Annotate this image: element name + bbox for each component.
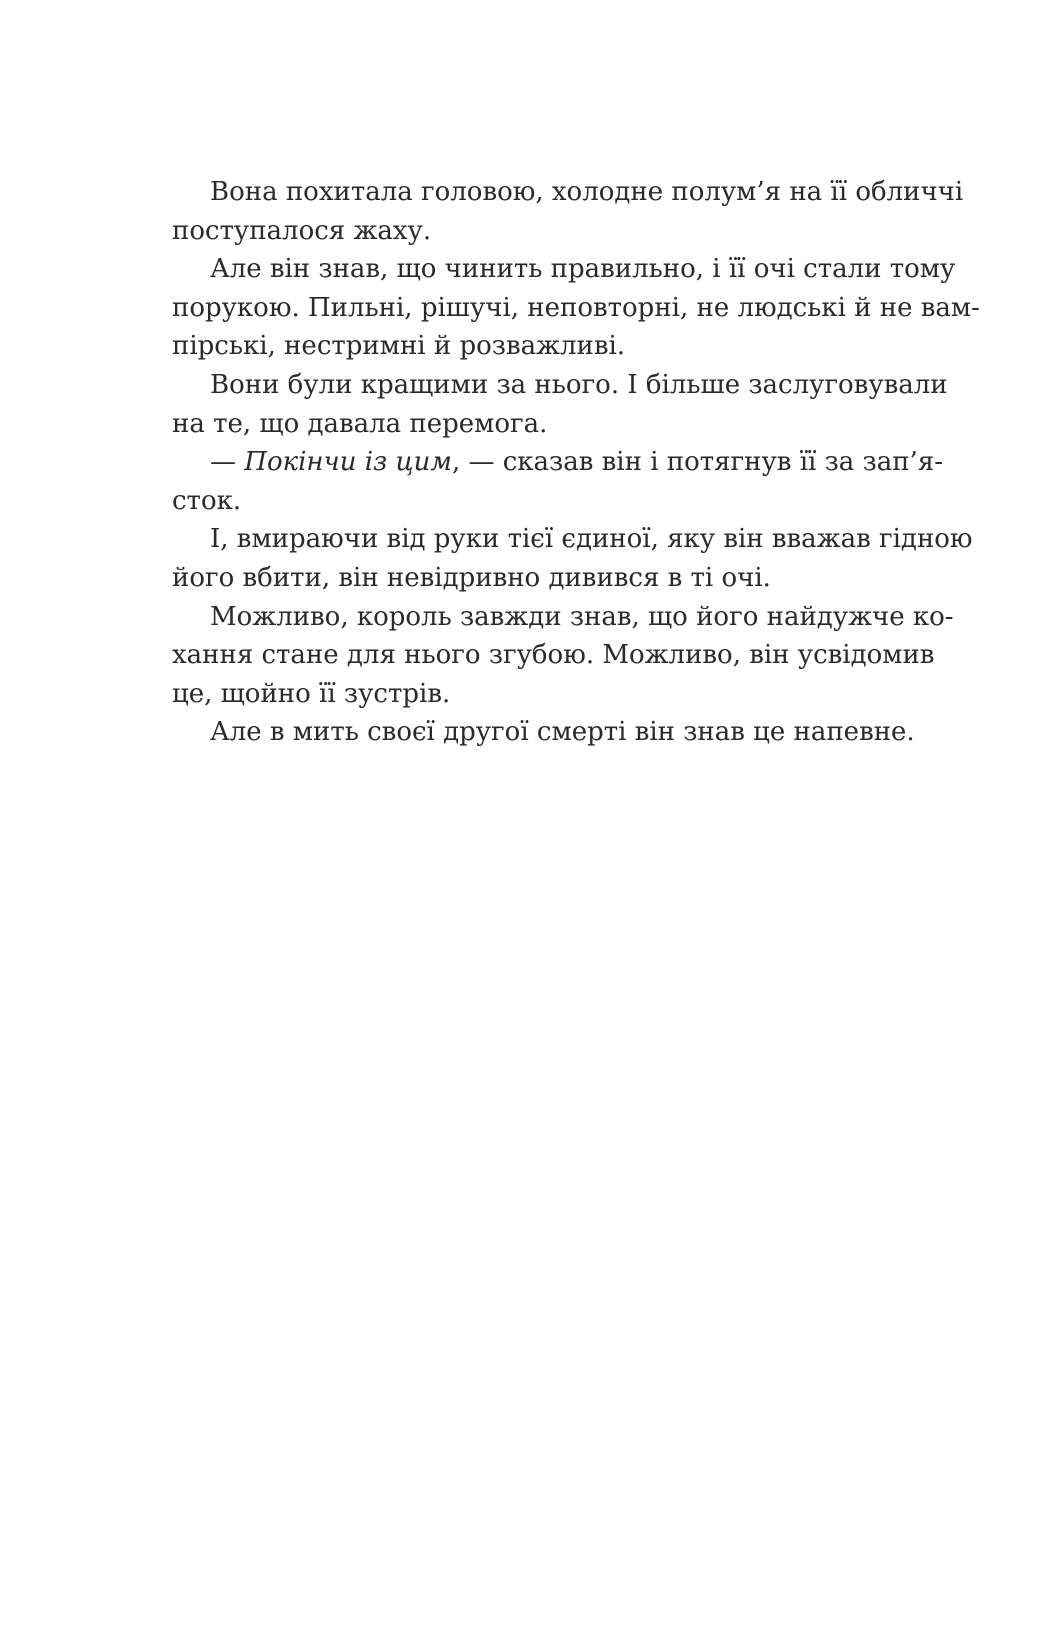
- text-line: хання стане для нього згубою. Можливо, він усвідомив: [172, 640, 935, 671]
- paragraph-2: [172, 250, 980, 366]
- text-line: сток.: [172, 485, 242, 516]
- text-line: поступалося жаху.: [172, 215, 432, 246]
- text-line: Вона похитала головою, холодне полум’я на її обличчі: [210, 177, 964, 207]
- paragraph-6: [172, 598, 954, 714]
- text-line: І, вмираючи від руки тієї єдиної, яку він вважав гідною: [210, 524, 973, 555]
- text-line: Вони були кращими за нього. І більше заслуговували: [210, 369, 948, 400]
- dialogue-line: [172, 443, 943, 482]
- text-line: Можливо, король завжди знав, що його найдужче ко-: [210, 601, 954, 632]
- text-line: його вбити, він невідривно дивився в ті очі.: [172, 562, 771, 593]
- text-line: Але він знав, що чинить правильно, і її очі стали тому: [210, 254, 956, 285]
- text-line: Але в мить своєї другої смерті він знав це напевне.: [210, 717, 915, 748]
- italic-speech: Покінчи із цим: [244, 447, 452, 478]
- text-line: пірські, нестримні й розважливі.: [172, 331, 626, 362]
- paragraph-1: [172, 173, 964, 250]
- dialogue-tail: , — сказав він і потягнув її за зап’я-: [451, 447, 943, 478]
- paragraph-5: [172, 520, 973, 597]
- text-line: на те, що давала перемога.: [172, 408, 548, 439]
- paragraph-3: [172, 366, 948, 443]
- paragraph-7: [172, 713, 928, 752]
- text-line: порукою. Пильні, рішучі, неповторні, не людські й не вам-: [172, 292, 980, 323]
- text-line: це, щойно її зустрів.: [172, 678, 451, 709]
- body-text: [172, 173, 980, 752]
- em-dash: —: [210, 447, 236, 478]
- paragraph-4-dialogue: [172, 443, 943, 520]
